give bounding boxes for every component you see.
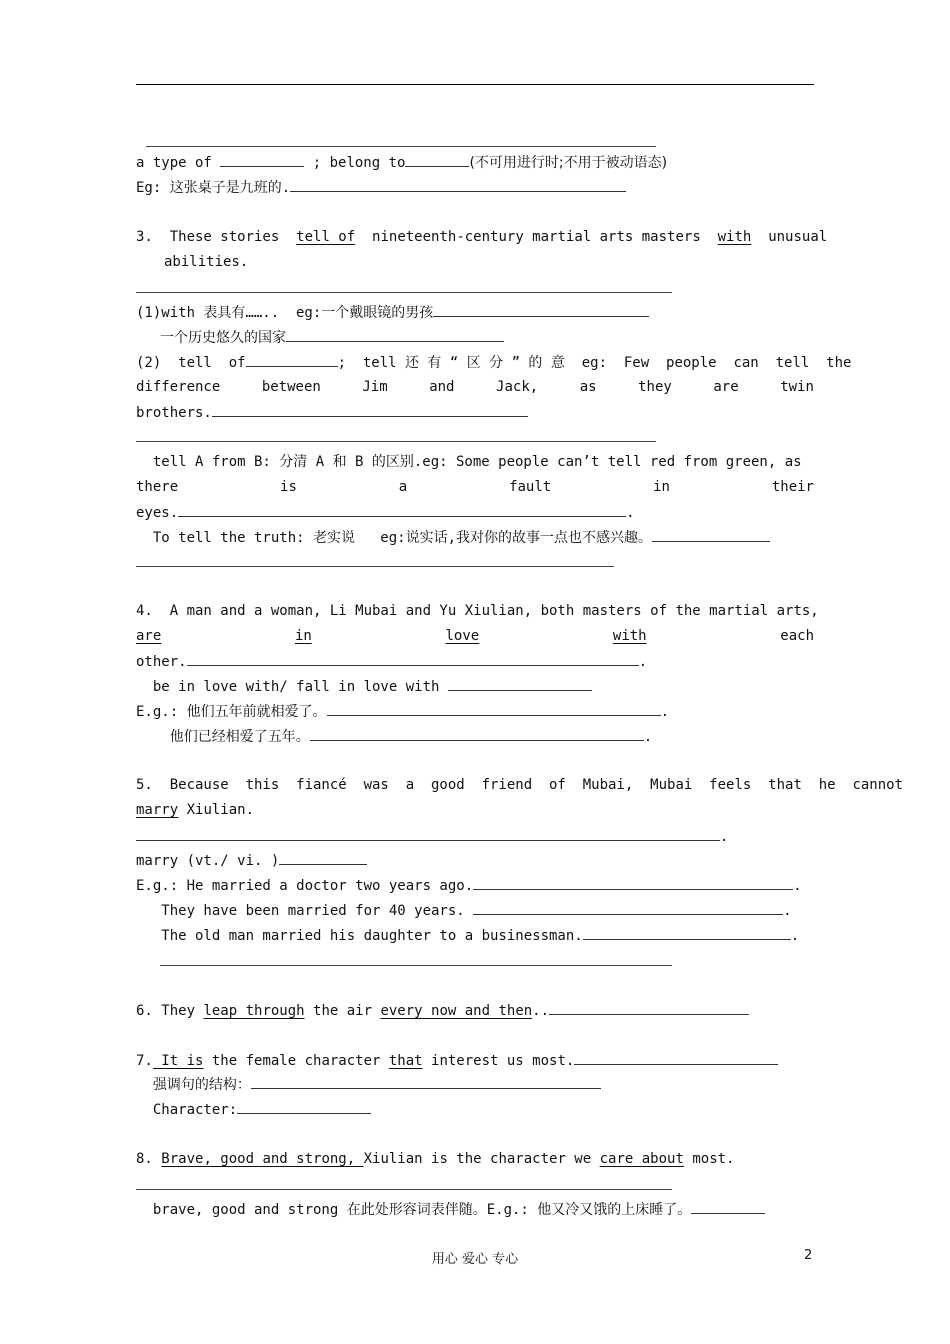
s5-answer: . bbox=[136, 826, 728, 846]
s4-line1: 4. A man and a woman, Li Mubai and Yu Xiulian, both masters of the martial arts, bbox=[136, 603, 819, 619]
s6-line1: 6. They leap through the air every now and then.. bbox=[136, 1000, 749, 1020]
s4-line5: E.g.: 他们五年前就相爱了。 . bbox=[136, 701, 669, 721]
s3-line1: 3. These stories tell of nineteenth-century martial arts masters with unusual bbox=[136, 229, 828, 245]
s4-line3: other. . bbox=[136, 651, 647, 671]
s5-e3: The old man married his daughter to a businessman. . bbox=[136, 925, 799, 945]
s4-line2: are in love with each bbox=[136, 628, 814, 644]
page-number: 2 bbox=[804, 1248, 813, 1263]
header-rule bbox=[136, 84, 814, 85]
s3-tell2: difference between Jim and Jack, as they are twin bbox=[136, 379, 814, 395]
s5-e2: They have been married for 40 years. . bbox=[136, 900, 792, 920]
s5-e1: E.g.: He married a doctor two years ago. . bbox=[136, 875, 802, 895]
s5-line2: marry Xiulian. bbox=[136, 802, 255, 818]
s3-tell3: brothers. bbox=[136, 402, 528, 422]
answer-line bbox=[160, 965, 672, 966]
s3-with1: (1)with 表具有…….. eg:一个戴眼镜的男孩 bbox=[136, 302, 649, 322]
s5-line3: marry (vt./ vi. ) bbox=[136, 850, 367, 870]
s5-line1: 5. Because this fiancé was a good friend of Mubai, Mubai feels that he cannot bbox=[136, 777, 904, 793]
answer-line bbox=[136, 1189, 672, 1190]
answer-line bbox=[136, 441, 656, 442]
s3-tab2: there is a fault in their bbox=[136, 479, 814, 495]
s7-line3: Character: bbox=[136, 1099, 371, 1119]
s3-tab3: eyes. . bbox=[136, 502, 635, 522]
s3-with2: 一个历史悠久的国家 bbox=[160, 327, 504, 347]
s3-tell1: (2) tell of ; tell 还 有 “ 区 分 ” 的 意 eg: Few people can tell the bbox=[136, 352, 814, 372]
s3-tab1: tell A from B: 分清 A 和 B 的区别.eg: Some people can’t tell red from green, as bbox=[136, 454, 802, 470]
s7-line1: 7. It is the female character that interest us most. bbox=[136, 1050, 778, 1070]
s2-eg: Eg: 这张桌子是九班的. bbox=[136, 177, 626, 197]
s8-line2: brave, good and strong 在此处形容词表伴随。E.g.: 他又冷又饿的上床睡了。 bbox=[136, 1199, 765, 1219]
s2-line1: a type of ; belong to (不可用进行时;不用于被动语态) bbox=[136, 152, 667, 172]
answer-line bbox=[146, 146, 656, 147]
s8-line1: 8. Brave, good and strong, Xiulian is the character we care about most. bbox=[136, 1151, 735, 1167]
answer-line bbox=[136, 292, 672, 293]
s7-line2: 强调句的结构： bbox=[136, 1074, 601, 1094]
s4-line6: 他们已经相爱了五年。 . bbox=[136, 726, 652, 746]
answer-line bbox=[136, 566, 614, 567]
s3-truth: To tell the truth: 老实说 eg:说实话,我对你的故事一点也不感兴趣。 bbox=[136, 527, 770, 547]
page-footer: 用心 爱心 专心 bbox=[431, 1252, 519, 1267]
s3-line2: abilities. bbox=[164, 254, 249, 270]
s4-line4: be in love with/ fall in love with bbox=[136, 676, 592, 696]
